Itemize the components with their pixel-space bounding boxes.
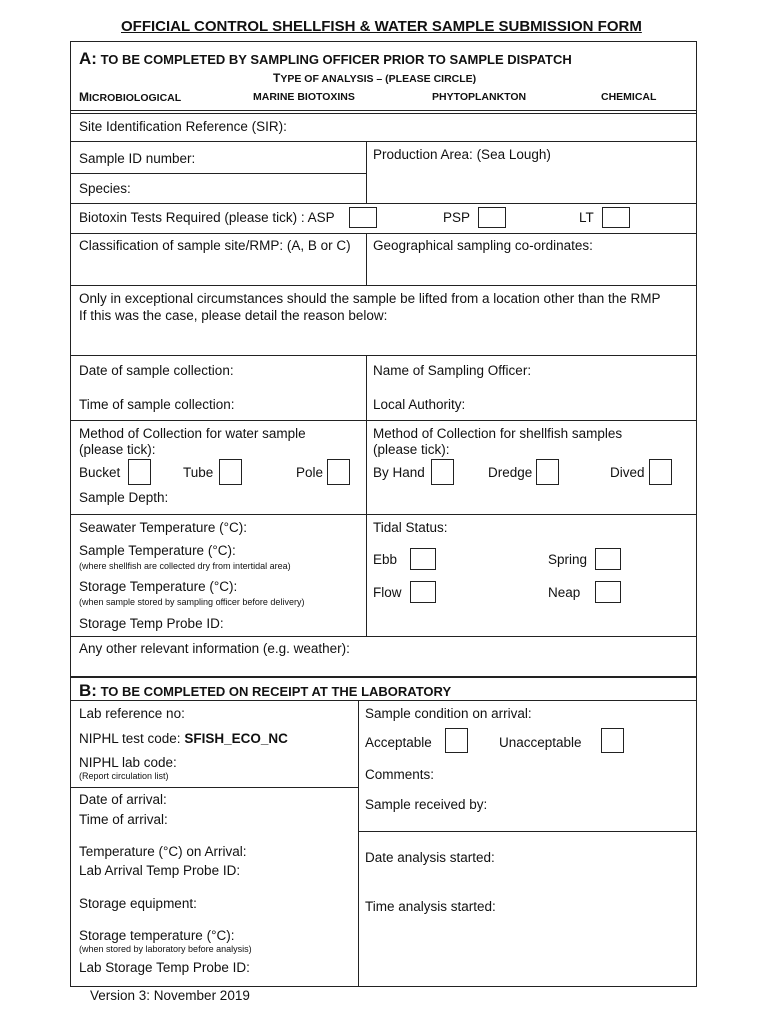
storage-temp-lab-label: Storage temperature (°C): xyxy=(79,928,235,943)
divider xyxy=(358,700,359,987)
section-a-heading xyxy=(79,49,572,69)
biotoxin-tests-label: Biotoxin Tests Required (please tick) : ASP xyxy=(79,210,335,225)
time-collection-label: Time of sample collection: xyxy=(79,397,235,412)
report-list-note: (Report circulation list) xyxy=(79,771,169,781)
storage-temp-label: Storage Temperature (°C): xyxy=(79,579,238,594)
section-a-letter: A: xyxy=(79,49,97,68)
production-area-label: Production Area: (Sea Lough) xyxy=(373,147,551,162)
divider xyxy=(70,285,697,286)
species-label: Species: xyxy=(79,181,131,196)
divider xyxy=(70,203,697,204)
acceptable-checkbox[interactable] xyxy=(445,728,468,753)
dived-label: Dived xyxy=(610,465,645,480)
pole-label: Pole xyxy=(296,465,324,480)
comments-label: Comments: xyxy=(365,767,435,782)
shellfish-method-tick-label: (please tick): xyxy=(373,442,450,457)
section-b-heading xyxy=(79,681,451,701)
by-hand-label: By Hand xyxy=(373,465,425,480)
divider xyxy=(70,420,697,421)
divider xyxy=(70,700,697,701)
tidal-status-label: Tidal Status: xyxy=(373,520,448,535)
storage-temp-note: (when sample stored by sampling officer before delivery) xyxy=(79,597,305,607)
bucket-checkbox[interactable] xyxy=(128,459,151,485)
officer-name-label: Name of Sampling Officer: xyxy=(373,363,532,378)
exceptional-note-2: If this was the case, please detail the reason below: xyxy=(79,308,388,323)
divider xyxy=(70,514,697,515)
section-b-heading-text: TO BE COMPLETED ON RECEIPT AT THE LABORATORY xyxy=(100,684,452,699)
analysis-phytoplankton[interactable]: PHYTOPLANKTON xyxy=(432,91,527,103)
received-by-label: Sample received by: xyxy=(365,797,488,812)
classification-label: Classification of sample site/RMP: (A, B or C) xyxy=(79,238,351,253)
spring-label: Spring xyxy=(548,552,588,567)
divider xyxy=(70,355,697,356)
local-authority-label: Local Authority: xyxy=(373,397,466,412)
divider xyxy=(70,233,697,234)
date-analysis-label: Date analysis started: xyxy=(365,850,495,865)
unacceptable-checkbox[interactable] xyxy=(601,728,624,753)
analysis-marine-biotoxins[interactable]: MARINE BIOTOXINS xyxy=(253,91,355,103)
divider xyxy=(70,787,358,788)
lt-label: LT xyxy=(579,210,594,225)
dredge-checkbox[interactable] xyxy=(536,459,559,485)
unacceptable-label: Unacceptable xyxy=(499,735,582,750)
arrival-probe-label: Lab Arrival Temp Probe ID: xyxy=(79,863,241,878)
pole-checkbox[interactable] xyxy=(327,459,350,485)
psp-label: PSP xyxy=(443,210,471,225)
ebb-label: Ebb xyxy=(373,552,398,567)
psp-checkbox[interactable] xyxy=(478,207,506,228)
section-a-heading-text: TO BE COMPLETED BY SAMPLING OFFICER PRIOR TO SAMPLE DISPATCH xyxy=(100,52,572,67)
sample-id-label: Sample ID number: xyxy=(79,151,196,166)
divider xyxy=(366,355,367,636)
sample-depth-label: Sample Depth: xyxy=(79,490,169,505)
lab-reference-label: Lab reference no: xyxy=(79,706,185,721)
bucket-label: Bucket xyxy=(79,465,121,480)
analysis-type-label: TYPE OF ANALYSIS – (PLEASE CIRCLE) xyxy=(273,71,477,85)
lt-checkbox[interactable] xyxy=(602,207,630,228)
flow-checkbox[interactable] xyxy=(410,581,436,603)
divider xyxy=(358,831,697,832)
acceptable-label: Acceptable xyxy=(365,735,432,750)
niphl-test-code: NIPHL test code: SFISH_ECO_NC xyxy=(79,731,288,746)
time-analysis-label: Time analysis started: xyxy=(365,899,496,914)
dived-checkbox[interactable] xyxy=(649,459,672,485)
neap-label: Neap xyxy=(548,585,581,600)
divider xyxy=(70,173,367,174)
lab-storage-probe-label: Lab Storage Temp Probe ID: xyxy=(79,960,250,975)
niphl-lab-code-label: NIPHL lab code: xyxy=(79,755,177,770)
by-hand-checkbox[interactable] xyxy=(431,459,454,485)
neap-checkbox[interactable] xyxy=(595,581,621,603)
ebb-checkbox[interactable] xyxy=(410,548,436,570)
divider xyxy=(70,636,697,637)
tube-checkbox[interactable] xyxy=(219,459,242,485)
date-arrival-label: Date of arrival: xyxy=(79,792,167,807)
geo-coordinates-label: Geographical sampling co-ordinates: xyxy=(373,238,593,253)
storage-probe-label: Storage Temp Probe ID: xyxy=(79,616,224,631)
dredge-label: Dredge xyxy=(488,465,533,480)
storage-temp-lab-note: (when stored by laboratory before analysis) xyxy=(79,944,252,954)
divider xyxy=(70,110,697,111)
form-title: OFFICIAL CONTROL SHELLFISH & WATER SAMPLE SUBMISSION FORM xyxy=(121,18,642,35)
time-arrival-label: Time of arrival: xyxy=(79,812,168,827)
flow-label: Flow xyxy=(373,585,402,600)
divider xyxy=(366,233,367,285)
water-method-label: Method of Collection for water sample xyxy=(79,426,306,441)
shellfish-method-label: Method of Collection for shellfish samples xyxy=(373,426,623,441)
divider xyxy=(70,141,697,142)
sample-temp-note: (where shellfish are collected dry from intertidal area) xyxy=(79,561,291,571)
spring-checkbox[interactable] xyxy=(595,548,621,570)
divider xyxy=(70,113,697,114)
water-method-tick-label: (please tick): xyxy=(79,442,156,457)
exceptional-note-1: Only in exceptional circumstances should the sample be lifted from a location other than the RMP xyxy=(79,291,661,306)
temp-arrival-label: Temperature (°C) on Arrival: xyxy=(79,844,247,859)
section-b-letter: B: xyxy=(79,681,97,700)
analysis-microbiological[interactable]: MICROBIOLOGICAL xyxy=(79,90,182,104)
version-footer: Version 3: November 2019 xyxy=(90,988,250,1003)
tube-label: Tube xyxy=(183,465,214,480)
other-info-label: Any other relevant information (e.g. weather): xyxy=(79,641,350,656)
site-reference-label: Site Identification Reference (SIR): xyxy=(79,119,287,134)
divider xyxy=(366,141,367,203)
seawater-temp-label: Seawater Temperature (°C): xyxy=(79,520,247,535)
sample-condition-label: Sample condition on arrival: xyxy=(365,706,532,721)
storage-equipment-label: Storage equipment: xyxy=(79,896,197,911)
sample-temp-label: Sample Temperature (°C): xyxy=(79,543,236,558)
date-collection-label: Date of sample collection: xyxy=(79,363,234,378)
analysis-chemical[interactable]: CHEMICAL xyxy=(601,91,657,103)
asp-checkbox[interactable] xyxy=(349,207,377,228)
